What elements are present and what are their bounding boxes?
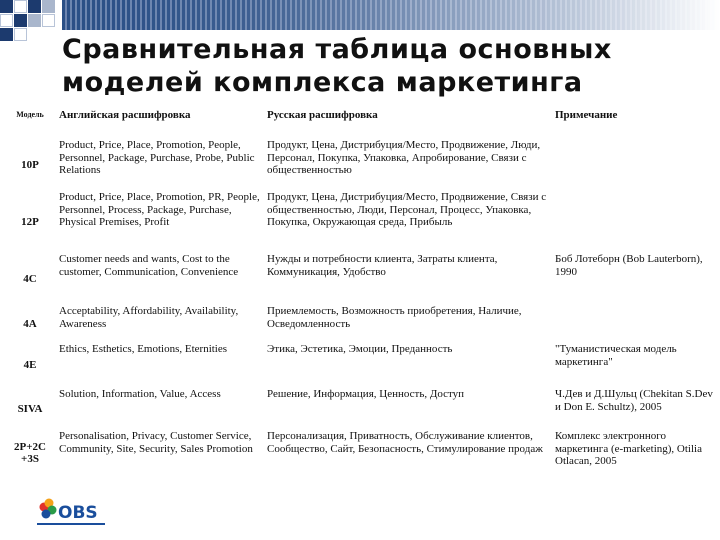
model-cell: SIVA xyxy=(17,402,43,415)
table-row xyxy=(4,343,716,388)
table-row xyxy=(4,305,716,343)
note-cell: Комплекс электронного маркетинга (e-marketing), Otilia Otlacan, 2005 xyxy=(555,430,702,467)
english-cell: Ethics, Esthetics, Emotions, Eternities xyxy=(59,343,228,355)
obs-logo xyxy=(37,498,107,530)
deco-square xyxy=(0,14,13,27)
table-header-row xyxy=(4,103,716,139)
russian-cell: Нужды и потребности клиента, Затраты клиента, Коммуникация, Удобство xyxy=(267,253,498,278)
russian-cell: Решение, Информация, Ценность, Доступ xyxy=(267,388,465,400)
table-row xyxy=(4,430,716,476)
note-cell xyxy=(552,139,716,191)
table-row xyxy=(4,388,716,430)
model-cell: 12P xyxy=(21,215,39,228)
english-cell: Product, Price, Place, Promotion, People, Personnel, Package, Purchase, Probe, Public Relations xyxy=(59,139,255,176)
header-stripes xyxy=(62,0,720,30)
note-cell xyxy=(552,191,716,253)
obs-logo-graphic xyxy=(37,498,107,530)
deco-square xyxy=(14,14,27,27)
header-english: Английская расшифровка xyxy=(59,109,191,121)
deco-square xyxy=(0,28,13,41)
title-line-2: моделей комплекса маркетинга xyxy=(62,67,583,98)
deco-square xyxy=(28,0,41,13)
deco-square xyxy=(42,0,55,13)
comparison-table xyxy=(4,103,716,476)
english-cell: Personalisation, Privacy, Customer Service, Community, Site, Security, Sales Promotion xyxy=(59,430,253,455)
deco-square xyxy=(28,14,41,27)
note-cell: "Туманистическая модель маркетинга" xyxy=(555,343,677,368)
russian-cell: Продукт, Цена, Дистрибуция/Место, Продвижение, Люди, Персонал, Покупка, Упаковка, Апробирование, Связи с общественностью xyxy=(267,139,541,176)
english-cell: Acceptability, Affordability, Availability, Awareness xyxy=(59,305,239,330)
model-cell: 2P+2C +3S xyxy=(14,440,46,465)
svg-text:OBS: OBS xyxy=(58,503,98,523)
russian-cell: Этика, Эстетика, Эмоции, Преданность xyxy=(267,343,453,355)
table-row xyxy=(4,139,716,191)
deco-square xyxy=(0,0,13,13)
deco-square xyxy=(14,28,27,41)
english-cell: Solution, Information, Value, Access xyxy=(59,388,221,400)
deco-square xyxy=(42,14,55,27)
note-cell: Боб Лотеборн (Bob Lauterborn), 1990 xyxy=(555,253,703,278)
title-line-1: Сравнительная таблица основных xyxy=(62,34,612,65)
note-cell: Ч.Дев и Д.Шульц (Chekitan S.Dev и Don E. Schultz), 2005 xyxy=(555,388,713,413)
slide-title xyxy=(62,33,702,99)
header-model: Модель xyxy=(16,110,44,119)
model-cell: 4C xyxy=(23,272,37,285)
note-cell xyxy=(552,305,716,343)
header-russian: Русская расшифровка xyxy=(267,109,378,121)
model-cell: 4A xyxy=(23,317,37,330)
model-cell: 4E xyxy=(23,359,37,372)
header-note: Примечание xyxy=(555,109,618,121)
deco-square xyxy=(14,0,27,13)
corner-decoration xyxy=(0,0,62,62)
english-cell: Customer needs and wants, Cost to the customer, Communication, Convenience xyxy=(59,253,239,278)
russian-cell: Приемлемость, Возможность приобретения, Наличие, Осведомленность xyxy=(267,305,522,330)
table-row xyxy=(4,191,716,253)
english-cell: Product, Price, Place, Promotion, PR, People, Personnel, Process, Package, Purchase, Physical Premises, Profit xyxy=(59,191,260,228)
russian-cell: Продукт, Цена, Дистрибуция/Место, Продвижение, Связи с общественностью, Люди, Персонал, Процесс, Упаковка, Покупка, Окружающая среда, Прибыль xyxy=(267,191,547,228)
model-cell: 10P xyxy=(21,158,39,171)
russian-cell: Персонализация, Приватность, Обслуживание клиентов, Сообщество, Сайт, Безопасность, Стимулирование продаж xyxy=(267,430,543,455)
table-row xyxy=(4,253,716,305)
